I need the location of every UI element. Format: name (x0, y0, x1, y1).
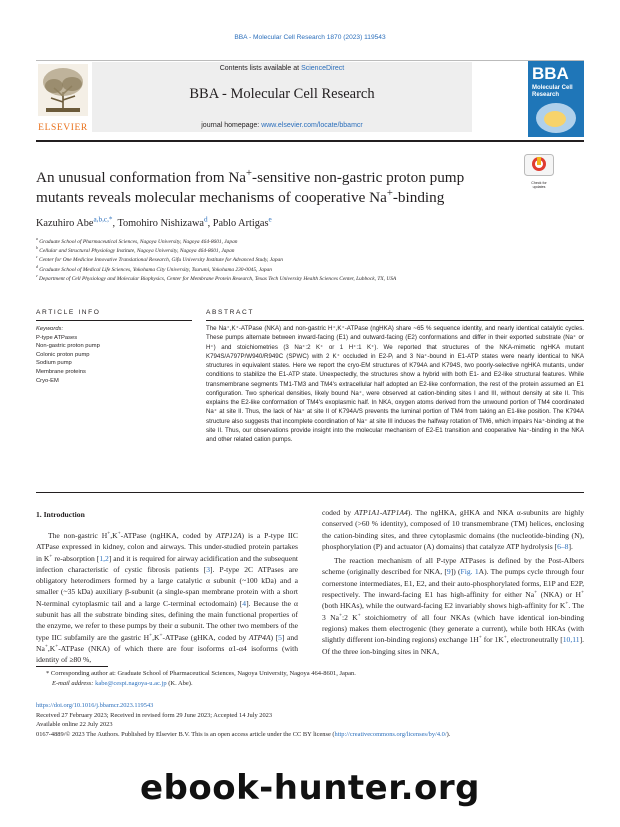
available-online-line: Available online 22 July 2023 (36, 721, 113, 729)
title-part-3: mutants reveals molecular mechanisms of cooperative Na (36, 189, 387, 206)
email-line (46, 679, 586, 689)
homepage-link[interactable]: www.elsevier.com/locate/bbamcr (261, 122, 363, 129)
keyword-item: Cryo-EM (36, 377, 59, 384)
title-sup-2: + (386, 187, 393, 199)
check-updates-label (524, 181, 554, 189)
email-label: E-mail address: (52, 680, 96, 687)
affiliation-text: Graduate School of Medical Life Sciences, Yokohama City University, Tsurumi, Yokohama 230-0045, Japan (39, 266, 272, 273)
journal-cover-thumbnail[interactable] (528, 61, 584, 137)
title-part-2: -sensitive non-gastric proton pump (252, 169, 465, 186)
cover-title-bba: BBA (532, 64, 569, 83)
abstract-bottom-divider (36, 492, 584, 493)
affiliation-item (36, 247, 586, 256)
check-updates-line1: Check for (531, 181, 547, 185)
contents-prefix: Contents lists available at (219, 65, 302, 72)
affiliation-mark: d (36, 264, 38, 269)
journal-reference[interactable]: BBA - Molecular Cell Research 1870 (2023) 119543 (234, 34, 386, 41)
keyword-item: Sodium pump (36, 360, 72, 367)
header-divider-top (36, 60, 584, 61)
license-prefix: 0167-4889/© 2023 The Authors. Published by Elsevier B.V. This is an open access article under the CC BY license ( (36, 730, 335, 738)
keyword-item: Membrane proteins (36, 368, 86, 375)
author-artigas[interactable]: Pablo Artigas (212, 218, 269, 229)
journal-title: BBA - Molecular Cell Research (189, 86, 375, 102)
intro-col2-paragraph-2: The reaction mechanism of all P-type ATPases is defined by the Post-Albers scheme (originally described for NKA, [9]) (Fig. 1A). The pumps cycle through four cornerstone intermediates, E1, E2, and their auto-phosphorylated forms, E1P and E2P, respectively. The inward-facing E1 has high-affinity for either Na+ (NKA) or H+ (both HKAs), while the outward-facing E2 invariably shows high-affinity for K+. The 3 Na+:2 K+ stoichiometry of all four NKAs (which have identical ion-binding regions) makes them electrogenic (they generate a current), while both HKAs (with slightly different ion-binding regions) exchange 1H+ for 1K+, electroneutrally [10,11]. Of the three ion-binging sites in NKA, (322, 556, 584, 656)
dates-line: Received 27 February 2023; Received in revised form 29 June 2023; Accepted 14 July 2023 (36, 711, 273, 719)
license-link[interactable]: http://creativecommons.org/licenses/by/4.0/ (334, 730, 447, 738)
title-sup-1: + (246, 167, 253, 179)
affiliation-text: Department of Cell Physiology and Molecular Biophysics, Center for Membrane Protein Research, Texas Tech University Health Sciences Center, Lubbock, TX, USA (39, 275, 397, 282)
doi-link[interactable]: https://doi.org/10.1016/j.bbamcr.2023.119543 (36, 702, 154, 709)
check-updates-icon (524, 154, 554, 176)
author-list: Kazuhiro Abe$^{a,b,c,*}$, Tomohiro Nishizawa$^d$, Pablo Artigas$^e$ (36, 215, 272, 229)
header-divider-bottom (36, 140, 584, 142)
author-abe-marks[interactable]: a,b,c,* (93, 215, 113, 224)
affiliation-text: Center for One Medicine Innovative Translational Research, Gifu University Institute for Advanced Study, Japan (39, 257, 283, 264)
intro-col2-paragraph-1: coded by ATP1A1-ATP1A4). The ngHKA, gHKA and NKA α-subunits are highly conserved (>60 % identity), composed of 10 transmembrane (TM) helices, enclosing the cation-binding sites, and three cytoplasmic domains (the nucleotide-binding (N), phosphorylation (P) and actuator (A) domains) that catalyze ATP hydrolysis [6–8]. (322, 508, 584, 551)
keyword-item: Non-gastric proton pump (36, 343, 100, 350)
footnote-block (46, 669, 586, 689)
abstract-text: The Na⁺,K⁺-ATPase (NKA) and non-gastric H⁺,K⁺-ATPase (ngHKA) share ~65 % sequence identity, and nearly identical catalytic cycles. These pumps alternate between inward-facing (E1) and outward-facing (E2) conformations and differ in their exported substrate (Na⁺ or H⁺) and stoichiometries (3 Na⁺:2 K⁺ or 1 H⁺:1 K⁺). We reported that structures of the NKA-mimetic ngHKA mutant K794S/A797P/W940/R949C (SPWC) with 2 K⁺ occluded in E2-Pᵢ and 3 Na⁺-bound in E1-ATP states were nearly identical to NKA structures in equivalent states. Here we report the cryo-EM structures of K794A and K794S, two poorly-selective ngHKA mutants, under conditions to stabilize the E1-ATP state. Unexpectedly, the structures show a hybrid with both E1- and E2-like structural features. While transmembrane segments TM1-TM3 and TM4's extracellular half adopted an E2-like conformation, the rest of the protein assumed an E1 configuration. Two spherical densities, likely bound Na⁺, were observed at cation-binding sites I and III, without density at site II. This explains the E2-like conformation of TM4's exoplasmic half. In NKA, oxygen atoms derived from the unwound portion of TM4 coordinated Na⁺ at site II. Thus, the lack of Na⁺ at site II of K794A/S prevents the luminal portion of TM4 from taking an E1-like position. The K794A structure also suggests that incomplete coordination of Na⁺ at site III induces the halfway rotation of TM6, which impairs Na⁺-binding at the site II. Thus, our observations provide insight into the molecular mechanism of E2-E1 transition and cooperative Na⁺-binding in the NKA and other related cation pumps. (206, 325, 584, 443)
affiliation-text: Graduate School of Pharmaceutical Sciences, Nagoya University, Nagoya 464-8601, Japan (39, 239, 238, 245)
contents-line (92, 65, 472, 72)
elsevier-wordmark: ELSEVIER (38, 123, 88, 133)
keywords-label: Keywords: (36, 326, 64, 332)
article-info-divider (36, 320, 192, 321)
affiliation-mark: b (36, 246, 38, 251)
title-part-1: An unusual conformation from Na (36, 169, 247, 186)
affiliation-item (36, 238, 586, 247)
check-for-updates-badge[interactable] (524, 154, 554, 189)
abstract-divider (206, 320, 584, 321)
affiliation-mark: a (36, 237, 38, 242)
elsevier-tree-logo (36, 62, 90, 136)
intro-col1-paragraph: The non-gastric H+,K+-ATPase (ngHKA, coded by ATP12A) is a P-type IIC ATPase expressed in kidney, colon and airways. This under-studied protein partakes in K+ re-absorption [1,2] and it is required for airway acidification and the subsequent infection characteristic of cystic fibrosis patients [3]. P-type 2C ATPases are obligatory heterodimers formed by a large catalytic α subunit (~100 kDa) and a smaller (~35 kDa) auxiliary β-subunit (a single-span membrane protein with a short N-terminal cytoplasmic tail and a large C-terminal ectodomain) [4]. Because the α subunit has all the substrate binding sites, defining the main functional properties of the enzyme, we refer to these pumps by their α subunit. The other two members of the type IIC subfamily are the gastric H+,K+-ATPase (gHKA, coded by ATP4A) [5] and Na+,K+-ATPase (NKA) of which there are four isoforms α1-α4 isoforms (with identity of ≥80 %, (36, 530, 298, 665)
affiliation-mark: e (36, 274, 38, 279)
footnote-divider (36, 666, 108, 667)
keyword-item: P-type ATPases (36, 334, 78, 341)
article-info-heading: ARTICLE INFO (36, 309, 101, 316)
email-suffix: (K. Abe). (166, 680, 193, 687)
intro-col2 (322, 507, 584, 657)
license-suffix: ). (446, 730, 451, 738)
check-updates-line2: updates (532, 185, 546, 189)
license-line (36, 730, 596, 740)
affiliation-text: Cellular and Structural Physiology Institute, Nagoya University, Nagoya 464-8601, Japan (39, 248, 235, 255)
journal-homepage-line (92, 122, 472, 129)
author-abe[interactable]: Kazuhiro Abe (36, 218, 94, 229)
site-watermark: ebook-hunter.org (139, 768, 481, 808)
affiliations (36, 238, 586, 284)
keyword-item: Colonic proton pump (36, 351, 90, 358)
author-nishizawa-marks[interactable]: d (203, 215, 208, 224)
keywords-block (36, 325, 192, 385)
cover-title-sub (532, 85, 573, 99)
homepage-prefix: journal homepage: (201, 122, 262, 129)
cover-title-line2: Molecular Cell (532, 85, 573, 91)
author-artigas-marks[interactable]: e (268, 215, 272, 224)
affiliation-item (36, 256, 586, 265)
corresponding-author-note: * Corresponding author at: Graduate School of Pharmaceutical Sciences, Nagoya University, Nagoya 464-8601, Japan. (46, 670, 356, 677)
article-title (36, 168, 506, 208)
sciencedirect-link[interactable]: ScienceDirect (301, 65, 345, 72)
title-part-4: -binding (392, 189, 445, 206)
email-link[interactable]: kabe@cespi.nagoya-u.ac.jp (95, 680, 167, 687)
abstract-heading: ABSTRACT (206, 309, 254, 316)
affiliation-mark: c (36, 255, 38, 260)
cover-title-line3: Research (532, 92, 560, 98)
affiliation-item (36, 275, 586, 284)
author-nishizawa[interactable]: Tomohiro Nishizawa (117, 218, 204, 229)
cover-image-highlight (544, 111, 566, 127)
section-heading-introduction: 1. Introduction (36, 510, 85, 519)
affiliation-item (36, 266, 586, 275)
publication-info (36, 701, 596, 739)
